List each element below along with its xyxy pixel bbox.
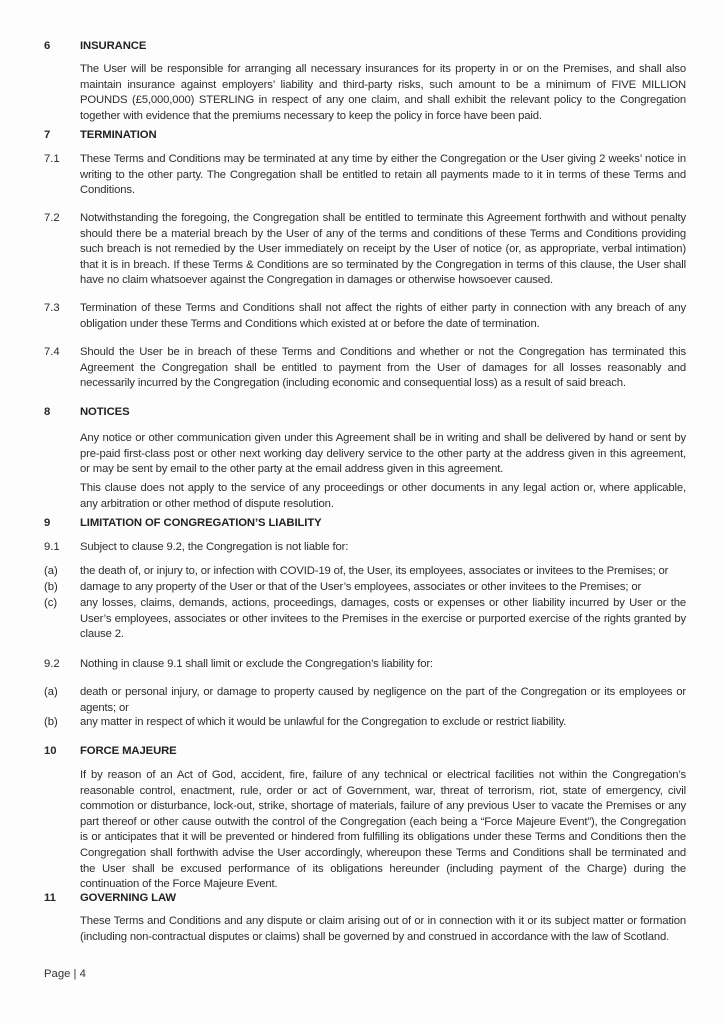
governing-law-paragraph: These Terms and Conditions and any dispute or claim arising out of or in connection with it or its subject matter or formation (including non-contractual disputes or claims) shall be governed by and construed in accordance with the law of Scotland. <box>80 915 686 943</box>
section-heading-governing-law: GOVERNING LAW <box>80 892 176 904</box>
clause-number: 9.1 <box>44 541 60 553</box>
section-heading-insurance: INSURANCE <box>80 40 147 52</box>
insurance-paragraph: The User will be responsible for arranging all necessary insurances for its property in or on the Premises, and shall also maintain insurance against employers’ liability and third-party risks, such amount to be a minimum of FIVE MILLION POUNDS (£5,000,000) STERLING in respect of any one claim, and shall exhibit the relevant policy to the Congregation together with evidence that the premiums necessary to keep the policy in force have been paid. <box>80 63 686 122</box>
clause-number: 7.3 <box>44 302 60 314</box>
clause-9-2-text: Nothing in clause 9.1 shall limit or exclude the Congregation’s liability for: <box>80 658 433 670</box>
section-number: 8 <box>44 406 51 418</box>
section-number: 11 <box>44 892 56 904</box>
section-heading-termination: TERMINATION <box>80 129 157 141</box>
item-label: (a) <box>44 686 58 698</box>
section-heading-notices: NOTICES <box>80 406 130 418</box>
notices-paragraph-1: Any notice or other communication given under this Agreement shall be in writing and shall be delivered by hand or sent by pre-paid first-class post or other next working day delivery service to the other party at the address given in this agreement, or may be sent by email to the other party at the email address given in this agreement. <box>80 432 686 476</box>
clause-number: 7.2 <box>44 212 60 224</box>
section-heading-liability: LIMITATION OF CONGREGATION’S LIABILITY <box>80 517 322 529</box>
force-majeure-paragraph: If by reason of an Act of God, accident, fire, failure of any technical or electrical facilities not within the Congregation’s reasonable control, enactment, rule, order or act of Government, war, threat of terrorism, riot, state of emergency, civil commotion or disturbance, lock-out, strike, shortage of materials, failure of any previous User to vacate the Premises or any part thereof or other cause outwith the control of the Congregation (each being a “Force Majeure Event”), the Congregation is or anticipates that it will be prevented or hindered from fulfilling its obligations under these Terms and Conditions then the Congregation shall forthwith advise the User accordingly, whereupon these Terms and Conditions shall be terminated and the User shall be excused performance of its obligations hereunder (including payment of the Charge) during the continuation of the Force Majeure Event. <box>80 769 686 891</box>
clause-9-1-text: Subject to clause 9.2, the Congregation is not liable for: <box>80 541 349 553</box>
item-label: (a) <box>44 565 58 577</box>
clause-7-1-text: These Terms and Conditions may be terminated at any time by either the Congregation or the User giving 2 weeks’ notice in writing to the other party. The Congregation shall be entitled to retain all payments made to it in terms of these Terms and Conditions. <box>80 153 686 197</box>
section-number: 7 <box>44 129 51 141</box>
page-number: Page | 4 <box>44 968 86 980</box>
clause-9-1-b-text: damage to any property of the User or that of the User’s employees, associates or other invitees to the Premises; or <box>80 581 642 593</box>
item-label: (b) <box>44 716 58 728</box>
clause-7-2-text: Notwithstanding the foregoing, the Congregation shall be entitled to terminate this Agreement forthwith and without penalty should there be a material breach by the User of any of the terms and conditions of these Terms and Conditions providing such breach is not remedied by the User immediately on receipt by the User of notice (or, as appropriate, verbal intimation) that it is in breach. If these Terms & Conditions are so terminated by the Congregation in terms of this clause, the User shall have no claim whatsoever against the Congregation in damages or otherwise howsoever caused. <box>80 212 686 287</box>
section-number: 9 <box>44 517 51 529</box>
notices-paragraph-2: This clause does not apply to the service of any proceedings or other documents in any legal action or, where applicable, any arbitration or other method of dispute resolution. <box>80 482 686 510</box>
clause-9-1-a-text: the death of, or injury to, or infection with COVID-19 of, the User, its employees, associates or invitees to the Premises; or <box>80 565 669 577</box>
section-heading-force-majeure: FORCE MAJEURE <box>80 745 177 757</box>
clause-7-3-text: Termination of these Terms and Conditions shall not affect the rights of either party in connection with any breach of any obligation under these Terms and Conditions which existed at or before the date of termination. <box>80 302 686 330</box>
clause-9-1-c-text: any losses, claims, demands, actions, proceedings, damages, costs or expenses or other liability incurred by User or the User’s employees, associates or other invitees to the Premises in the exercise or purported exercise of the rights granted by clause 2. <box>80 597 686 641</box>
clause-7-4-text: Should the User be in breach of these Terms and Conditions and whether or not the Congregation has terminated this Agreement the Congregation shall be entitled to payment from the User of damages for all losses reasonably and necessarily incurred by the Congregation (including economic and consequential loss) as a result of said breach. <box>80 346 686 390</box>
clause-9-2-a-text: death or personal injury, or damage to property caused by negligence on the part of the Congregation or its employees or agents; or <box>80 686 686 714</box>
clause-number: 7.1 <box>44 153 60 165</box>
item-label: (b) <box>44 581 58 593</box>
section-number: 6 <box>44 40 51 52</box>
item-label: (c) <box>44 597 58 609</box>
clause-9-2-b-text: any matter in respect of which it would be unlawful for the Congregation to exclude or restrict liability. <box>80 716 567 728</box>
section-number: 10 <box>44 745 57 757</box>
clause-number: 7.4 <box>44 346 60 358</box>
clause-number: 9.2 <box>44 658 60 670</box>
